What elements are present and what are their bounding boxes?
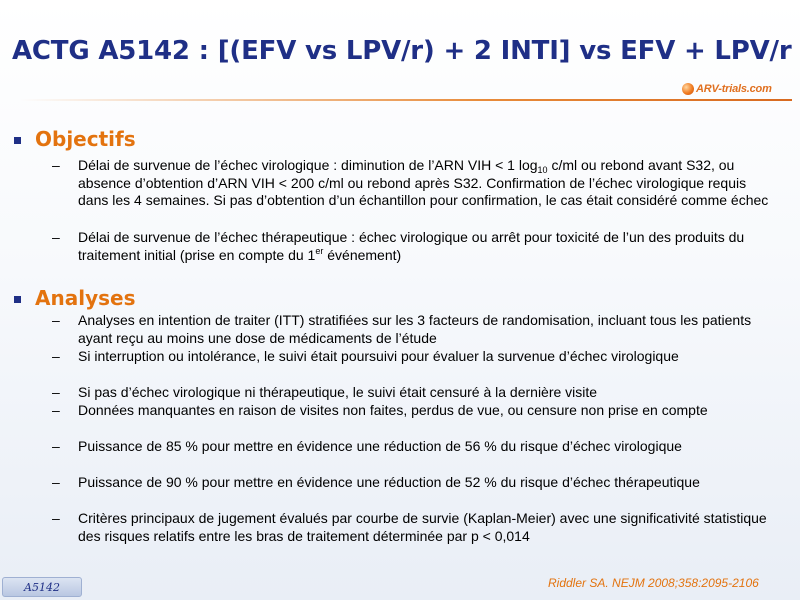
list-item — [52, 402, 772, 420]
section-objectifs — [14, 127, 136, 151]
study-tag: A5142 — [2, 577, 82, 597]
dash-bullet: – — [52, 474, 60, 490]
dash-bullet: – — [52, 438, 60, 454]
list-item — [52, 438, 772, 456]
item-text-cont: événement) — [323, 246, 402, 263]
list-item — [52, 312, 772, 347]
globe-icon — [682, 83, 694, 95]
item-text: Si pas d’échec virologique ni thérapeutique, le suivi était censuré à la dernière visite — [78, 384, 598, 400]
header-divider — [20, 99, 792, 101]
item-text: Puissance de 90 % pour mettre en évidence une réduction de 52 % du risque d’échec thérapeutique — [78, 474, 700, 490]
item-text: Délai de survenue de l’échec virologique : diminution de l’ARN VIH < 1 log — [78, 157, 538, 173]
dash-bullet: – — [52, 402, 60, 418]
item-text: Délai de survenue de l’échec thérapeutique : échec virologique ou arrêt pour toxicité de l’un des produits du traitement initial (prise en compte du 1 — [78, 229, 745, 263]
list-item — [52, 229, 772, 264]
subscript: 10 — [537, 165, 548, 175]
dash-bullet: – — [52, 348, 60, 364]
item-text: Données manquantes en raison de visites non faites, perdus de vue, ou censure non prise en compte — [78, 402, 708, 418]
slide-title: ACTG A5142 : [(EFV vs LPV/r) + 2 INTI] vs EFV + LPV/r — [12, 36, 792, 66]
square-bullet-icon — [14, 296, 21, 303]
section-analyses — [14, 286, 135, 310]
list-item — [52, 348, 772, 366]
section-title-objectifs: Objectifs — [35, 127, 136, 151]
dash-bullet: – — [52, 312, 60, 328]
item-text-cont: c/ml ou rebond avant S32, ou absence d’obtention d’ARN VIH < 200 c/ml ou rebond après S32. Confirmation de l’échec virologique requis dans les 4 semaines. Si pas d’obtention d’un échantillon pour confirmation, le cas était considéré comme échec — [78, 157, 769, 208]
item-text: Analyses en intention de traiter (ITT) stratifiées sur les 3 facteurs de randomisation, incluant tous les patients ayant reçu au moins une dose de médicaments de l’étude — [78, 312, 752, 346]
item-text: Si interruption ou intolérance, le suivi était poursuivi pour évaluer la survenue d’échec virologique — [78, 348, 679, 364]
dash-bullet: – — [52, 510, 60, 526]
list-item — [52, 474, 772, 492]
square-bullet-icon — [14, 137, 21, 144]
logo-accent: trials.com — [721, 83, 772, 95]
section-title-analyses: Analyses — [35, 286, 136, 310]
superscript: er — [315, 245, 324, 256]
item-text: Puissance de 85 % pour mettre en évidence une réduction de 56 % du risque d’échec virologique — [78, 438, 682, 454]
list-item — [52, 510, 772, 545]
dash-bullet: – — [52, 157, 60, 173]
dash-bullet: – — [52, 384, 60, 400]
logo-main: ARV- — [696, 83, 722, 95]
item-text: Critères principaux de jugement évalués par courbe de survie (Kaplan-Meier) avec une significativité statistique des risques relatifs entre les bras de traitement déterminée par p < 0,014 — [78, 510, 767, 544]
arv-trials-logo — [682, 80, 772, 98]
dash-bullet: – — [52, 229, 60, 245]
list-item — [52, 384, 772, 402]
list-item — [52, 157, 772, 210]
reference-citation: Riddler SA. NEJM 2008;358:2095-2106 — [548, 576, 759, 590]
